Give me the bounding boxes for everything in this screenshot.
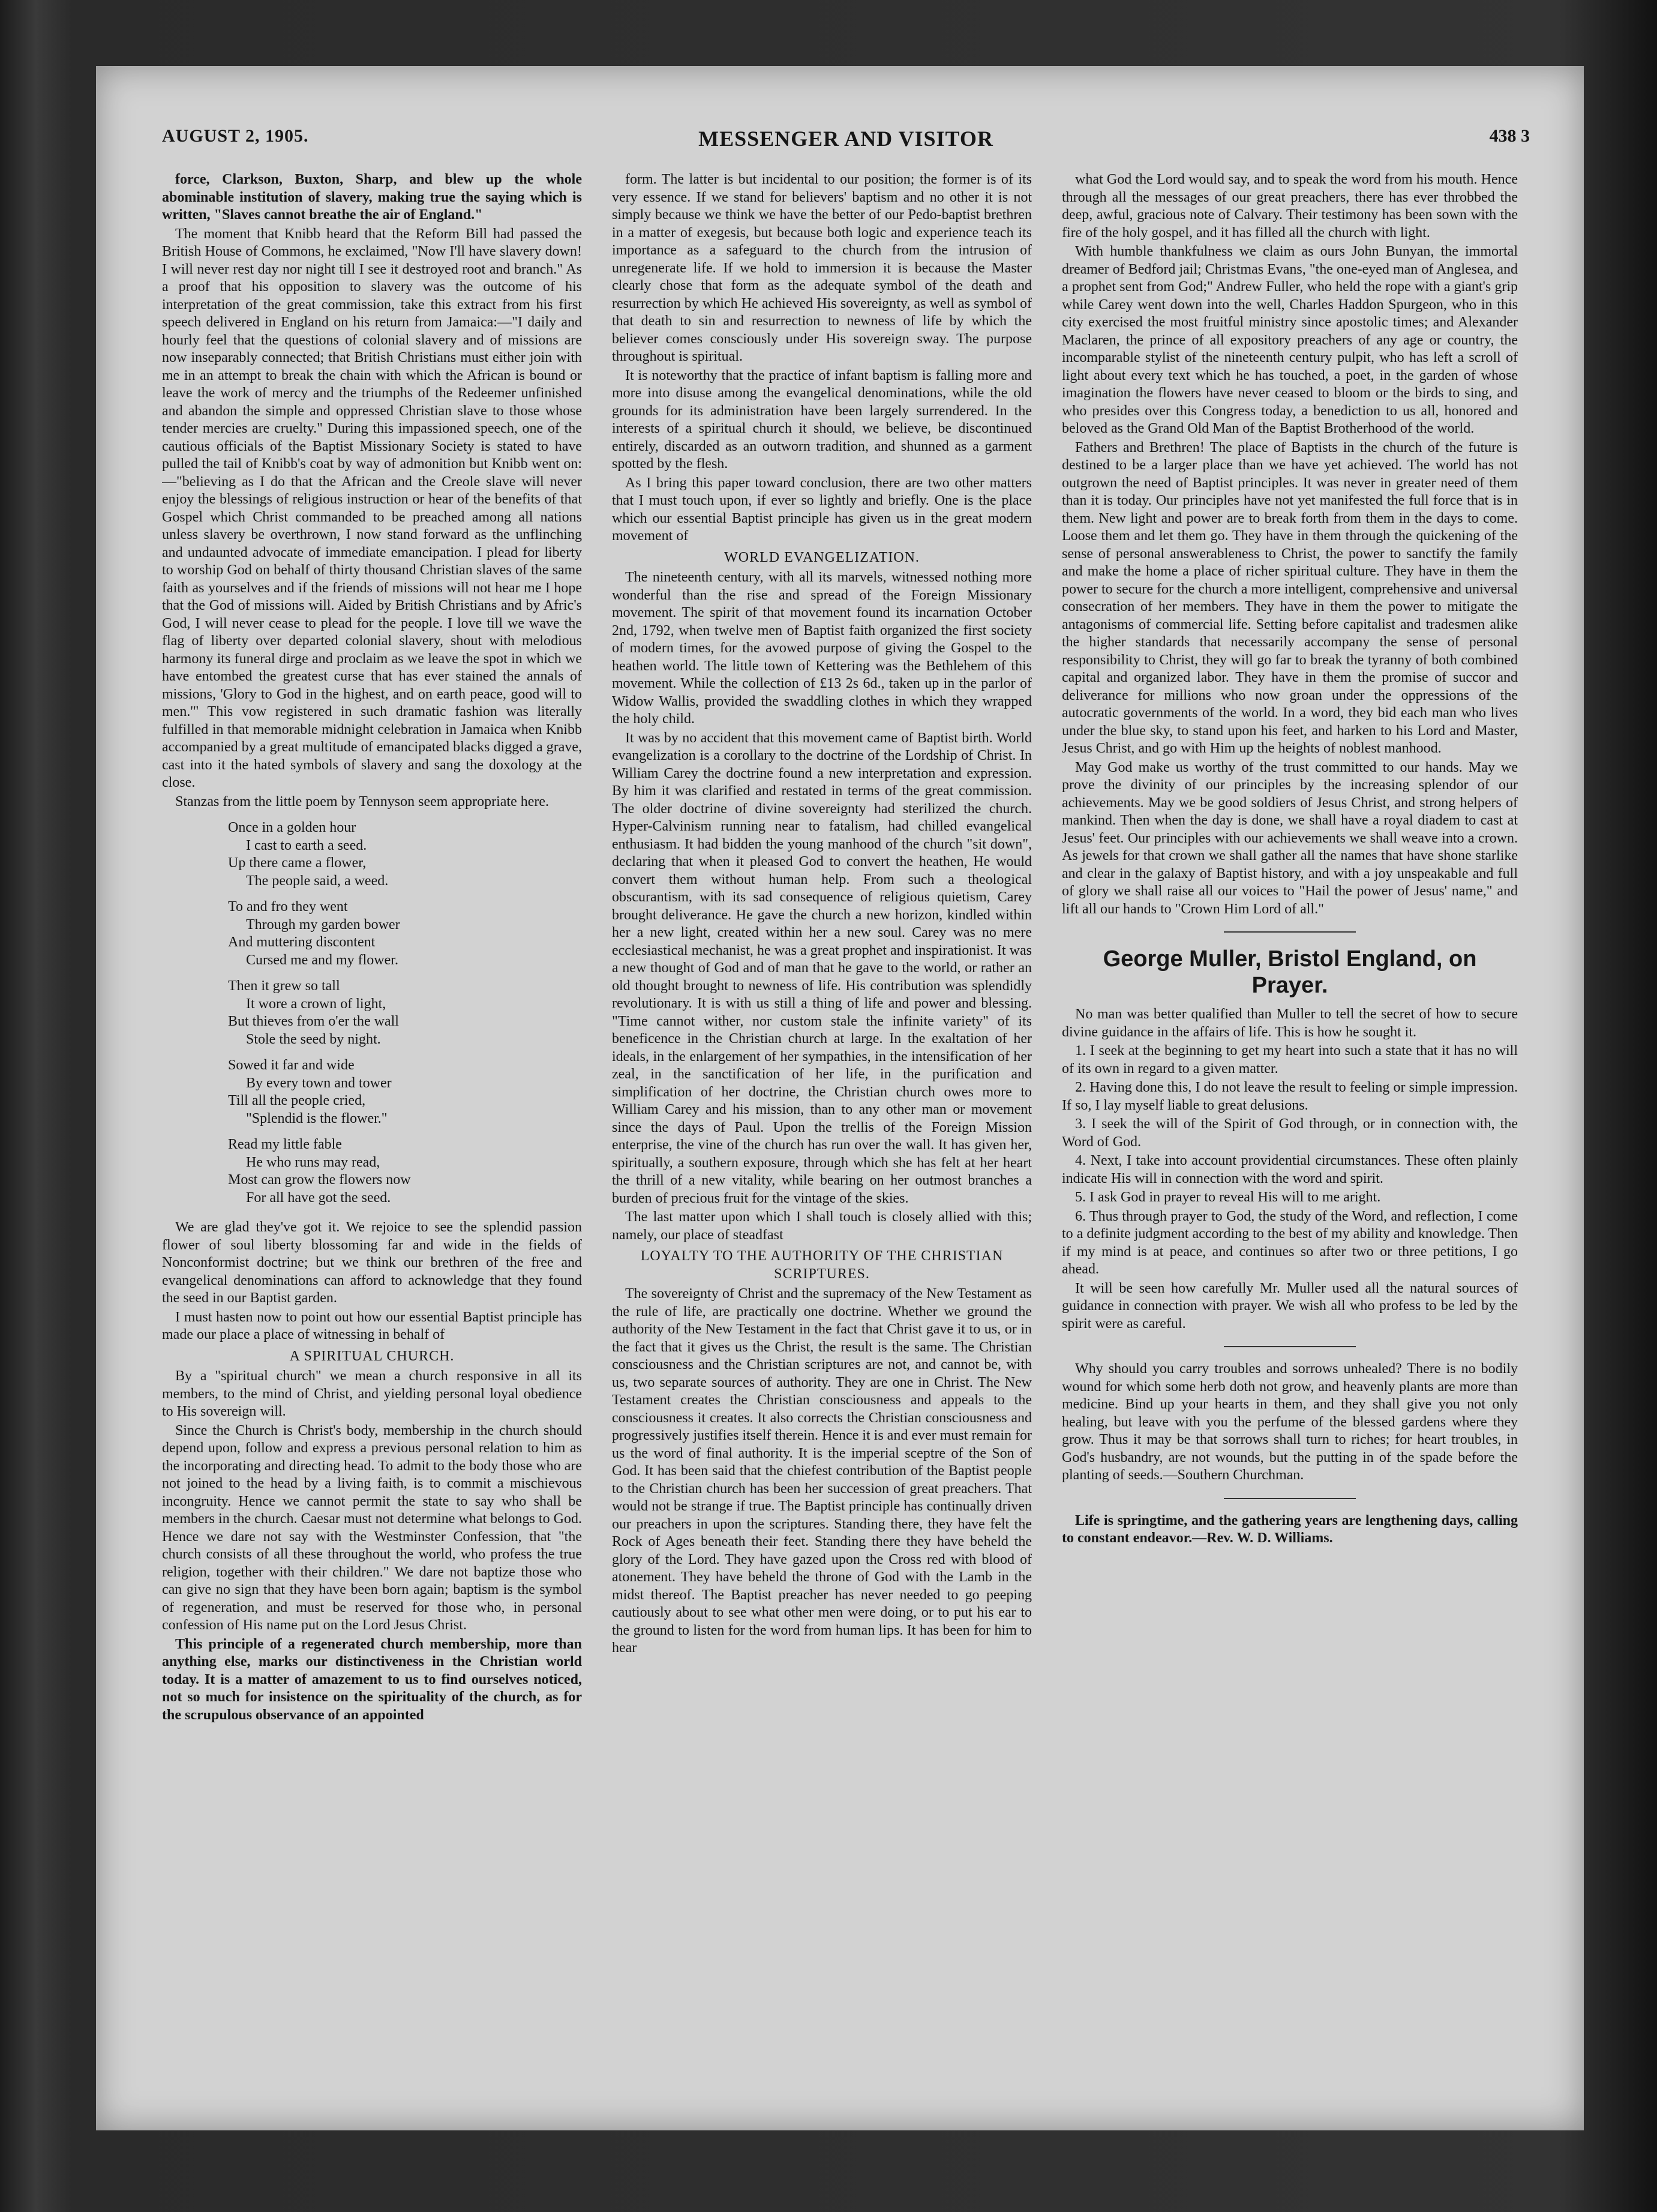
poem-line: By every town and tower [246,1075,392,1091]
poem-line: He who runs may read, [246,1154,380,1170]
divider [1224,1346,1356,1347]
list-item: 1. I seek at the beginning to get my heart into such a state that it has no will of its own in regard to a given matter. [1062,1043,1518,1077]
poem-line: Stole the seed by night. [246,1031,381,1047]
poem-line: Sowed it far and wide [228,1057,355,1073]
paragraph: what God the Lord would say, and to speak the word from his mouth. Hence through all the messages of our great preachers, there has ever throbbed the deep, awful, gracious note of Calvary. Their testimony has been sown with the fire of the holy gospel, and it has filled all the church with light. [1062,172,1518,241]
paragraph: The sovereignty of Christ and the supremacy of the New Testament as the rule of life, are practically one doctrine. Whether we ground the authority of the New Testament in the fact that Christ gave it to us, or in the fact that it gives us the Christ, the result is the same. The Christian consciousness and the Christian scriptures are not, and cannot be, with us, two separate sources of authority. They are one in Christ. The New Testament creates the Christian consciousness and appeals to the consciousness it creates. It also corrects the Christian consciousness and progressively justifies itself therein. Hence it is and ever must remain for us the word of final authority. It is the imperial sceptre of the Son of God. It has been said that the chiefest contribution of the Baptist people to the Christian church has been her succession of great preachers. That would not be strange if true. The Baptist principle has continually driven our preachers in upon the scriptures. Standing there, they have felt the Rock of Ages beneath their feet. Standing there they have beheld the glory of the Lord. They have gazed upon the Cross red with blood of atonement. They have beheld the throne of God with the Lamb in the midst thereof. The Baptist preacher has never needed to go peeping cautiously about to see what other men were doing, or to put his ear to the ground to listen for the word from human lips. It has been for him to hear [612,1286,1032,1656]
paragraph: Fathers and Brethren! The place of Baptists in the church of the future is destined to be a larger place than we have yet achieved. The world has not outgrown the need of Baptist principles. It was never in greater need of them than it is today. Our principles have not yet manifested the full force that is in them. New light and power are to break forth from them in the days to come. Loose them and let them go. They have in them through the quickening of the sense of personal answerableness to Christ, the power to sanctify the family and make the home a place of richer spiritual culture. They have in them the power to secure for the church a more intelligent, comprehensive and universal consecration of her members. They have in them the power to mitigate the antagonisms of commercial life. Setting before capitalist and tradesmen alike the higher standards that necessarily accompany the sense of personal responsibility to Christ, they will go far to break the tyranny of both combined capital and organized labor. They have in them the promise of succor and deliverance for millions who now groan under the oppressions of the autocratic governments of the world. In a word, they bid each man who lives under the blue sky, to stand upon his feet, and harken to his Lord and Master, Jesus Christ, and go with Him up the heights of noblest manhood. [1062,439,1518,756]
article-headline: George Muller, Bristol England, on Prayer. [1103,946,1477,998]
paragraph: By a "spiritual church" we mean a church responsive in all its members, to the mind of Christ, and yielding personal loyal obedience to His sovereign will. [162,1368,582,1419]
poem-line: "Splendid is the flower." [246,1110,388,1126]
paragraph: form. The latter is but incidental to our position; the former is of its very essence. If we stand for believers' baptism and no other it is not simply because we think we have the better of our Pedo-baptist brethren in a matter of exegesis, but because both logic and experience teach its importance as a safeguard to the church from the intrusion of unregenerate life. If we hold to immersion it is because the Master clearly chose that form as the adequate symbol of the death and resurrection by which He achieved His sovereignty, as well as symbol of that death to sin and resurrection to newness of life by which the believer comes consciously under His sovereign sway. The purpose throughout is spiritual. [612,172,1032,364]
poem-stanza [228,898,582,969]
paragraph: Stanzas from the little poem by Tennyson seem appropriate here. [175,793,550,810]
poem-stanza [228,978,582,1048]
poem-line: Read my little fable [228,1137,342,1152]
newspaper-page [96,66,1584,2130]
poem-line: I cast to earth a seed. [246,837,367,853]
page-number: 438 3 [1489,126,1530,146]
list-item: 6. Thus through prayer to God, the study of the Word, and reflection, I come to a definite judgment according to the best of my ability and knowledge. Then if my mind is at peace, and continues so after two or three petitions, I go ahead. [1062,1208,1518,1277]
poem-line: Through my garden bower [246,916,400,933]
poem-line: The people said, a weed. [246,873,389,889]
paragraph: It was by no accident that this movement came of Baptist birth. World evangelization is a corollary to the doctrine of the Lordship of Christ. In William Carey the doctrine found a new interpretation and expression. By him it was clarified and restated in terms of the great commission. The older doctrine of divine sovereignty had sterilized the church. Hyper-Calvinism running near to fatalism, had chilled evangelical enthusiasm. It had bidden the young manhood of the church "sit down", declaring that when it pleased God to convert the heathen, He would convert them without human help. From such a theological obscurantism, with its sad consequence of religious quietism, Carey brought deliverance. He gave the church a new horizon, kindled within her a new light, created within her a new soul. Carey was no mere ecclesiastical mechanist, he was a great prophet and inspirationist. It was a new thought of God and of man that he gave to the world, or rather an old thought brought to newness of life. His contribution was splendidly revolutionary. It is with us still a thing of life and power and blessing. "Time cannot wither, nor custom stale the infinite variety" of its beneficence in the Christian church at large. In the exaltation of her ideals, in the enlargement of her sympathies, in the intensification of her zeal, in the sanctification of her life, in the purification and simplification of her doctrine, the Christian church owes more to William Carey and his mission, than to any other man or movement since the days of Paul. Upon the trellis of the Foreign Mission enterprise, the vine of the church has run over the wall. It has given her, spiritually, a southern exposure, through which she has felt at her heart the thrill of a new vitality, while bearing on her outmost branches a burden of precious fruit for the vintage of the skies. [612,730,1032,1206]
column-1 [162,171,582,2103]
divider [1224,1498,1356,1499]
poem [228,819,582,1207]
paragraph: Since the Church is Christ's body, membership in the church should depend upon, follow and express a previous personal relation to him as the incorporating and directing head. To admit to the body those who are not joined to the head by a living faith, is to commit a mischievous incongruity. Hence we cannot permit the state to say who shall be members in the church. Caesar must not determine what belongs to God. Hence we dare not say with the Westminster Confession, that "the church consists of all these throughout the world, who profess the true religion, together with their children." We dare not baptize those who can give no sign that they have been born again; baptism is the symbol of regeneration, and must be reserved for those who, in personal confession of His name put on the Lord Jesus Christ. [162,1422,582,1633]
list-item: 3. I seek the will of the Spirit of God through, or in connection with, the Word of God. [1062,1116,1518,1150]
column-3 [1062,171,1518,2103]
poem-line: Cursed me and my flower. [246,952,398,968]
list-item: 2. Having done this, I do not leave the result to feeling or simple impression. If so, I lay myself liable to great delusions. [1062,1080,1518,1113]
page-header [162,126,1530,162]
publication-title: MESSENGER AND VISITOR [698,127,993,151]
paragraph: Why should you carry troubles and sorrows unhealed? There is no bodily wound for which some herb doth not grow, and heavenly plants are more than medicine. Bind up your hearts in them, and they shall give you not only healing, but leave with you the perfume of the blessed gardens where they grow. Thus it may be that sorrows shall turn to riches; for heart troubles, in God's husbandry, are not wounds, but the putting in of the spade before the planting of seeds.—Southern Churchman. [1062,1361,1518,1483]
issue-date: AUGUST 2, 1905. [162,126,309,146]
divider [1224,931,1356,933]
paragraph: As I bring this paper toward conclusion, there are two other matters that I must touch upon, if ever so lightly and briefly. One is the place which our essential Baptist principle has given us in the great modern movement of [612,475,1032,544]
paragraph: force, Clarkson, Buxton, Sharp, and blew up the whole abominable institution of slavery, making true the saying which is written, "Slaves cannot breathe the air of England." [162,172,582,223]
paragraph: No man was better qualified than Muller to tell the secret of how to secure divine guidance in the affairs of life. This is how he sought it. [1062,1006,1518,1040]
list-item: 5. I ask God in prayer to reveal His will to me aright. [1075,1189,1381,1205]
poem-line: Till all the people cried, [228,1093,366,1108]
paragraph: The nineteenth century, with all its marvels, witnessed nothing more wonderful than the rise and spread of the Foreign Missionary movement. The spirit of that movement found its incarnation October 2nd, 1792, when twelve men of Baptist faith organized the first society of modern times, for the avowed purpose of giving the Gospel to the heathen world. The little town of Kettering was the Bethlehem of this movement. While the collection of £13 2s 6d., taken up in the parlor of Widow Wallis, provided the swaddling clothes in which they wrapped the holy child. [612,570,1032,727]
poem-stanza [228,1136,582,1207]
paragraph: It is noteworthy that the practice of infant baptism is falling more and more into disuse among the evangelical denominations, while the old grounds for its administration have been largely surrendered. In the interests of a spiritual church it should, we believe, be discontinued entirely, discarded as an outworn tradition, and shunned as a garment spotted by the flesh. [612,367,1032,472]
section-heading: A SPIRITUAL CHURCH. [289,1348,455,1364]
paragraph: I must hasten now to point out how our essential Baptist principle has made our place a place of witnessing in behalf of [162,1309,582,1342]
poem-line: For all have got the seed. [246,1189,391,1206]
paragraph: May God make us worthy of the trust committed to our hands. May we prove the divinity of our principles by the increasing splendor of our achievements. May we be good soldiers of Jesus Christ, and strong helpers of mankind. Then when the day is done, we shall have a royal diadem to cast at Jesus' feet. Our principles with our achievements we shall weave into a crown. As jewels for that crown we shall gather all the names that have shone starlike and clear in the galaxy of Baptist history, and with a joy unspeakable and full of glory we shall raise all our voices to "Hail the power of Jesus' name," and lift all our hands to "Crown Him Lord of all." [1062,759,1518,917]
paragraph: With humble thankfulness we claim as ours John Bunyan, the immortal dreamer of Bedford jail; Christmas Evans, "the one-eyed man of Anglesea, and a prophet sent from God;" Andrew Fuller, who held the rope with a giant's grip while Carey went down into the well, Charles Haddon Spurgeon, who in this city exercised the most fruitful ministry since apostolic times; and Alexander Maclaren, the prince of all expository preachers of any age or country, the incomparable stylist of the nineteenth century pulpit, who has left a scroll of light about every text which he has touched, a poet, in the garden of whose imagination the flowers have never ceased to bloom or the birds to sing, and who presides over this Congress today, a benediction to us all, honored and beloved as the Grand Old Man of the Baptist Brotherhood of the world. [1062,244,1518,436]
paragraph: This principle of a regenerated church membership, more than anything else, marks our distinctiveness in the Christian world today. It is a matter of amazement to us to find ourselves noticed, not so much for insistence on the spirituality of the church, as for the scrupulous observance of an appointed [162,1636,582,1723]
poem-line: To and fro they went [228,899,348,915]
poem-line: Most can grow the flowers now [228,1172,411,1188]
paragraph: The moment that Knibb heard that the Reform Bill had passed the British House of Commons, he exclaimed, "Now I'll have slavery down! I will never rest day nor night till I see it destroyed root and branch." As a proof that his opposition to slavery was the outcome of his interpretation of the great commission, take this extract from his first speech delivered in England on his return from Jamaica:—"I daily and hourly feel that the questions of colonial slavery and of missions are now inseparably connected; that British Christians must either join with me in an attempt to break the chain with which the African is bound or leave the work of mercy and the triumphs of the Redeemer unfinished and abandon the simple and oppressed Christian slave to those whose tender mercies are cruelty." During this impassioned speech, one of the cautious officials of the Baptist Missionary Society is stated to have pulled the tail of Knibb's coat by way of admonition but Knibb went on:—"believing as I do that the African and the Creole slave will never enjoy the blessings of religious instruction or hear of the benefits of that Gospel which Christ commanded to be preached among all nations unless slavery be overthrown, I now stand forward as the unflinching and undaunted advocate of immediate emancipation. I plead for liberty to worship God on behalf of thirty thousand Christian slaves of the same faith as yourselves and if the friends of missions will not hear me I hope that the God of missions will. Aided by British Christians and by Afric's God, I will never cease to plead for the people. I love till we wave the flag of liberty over departed colonial slavery, shout with melodious harmony its funeral dirge and proclaim as we leave the spot in which we have entombed the greatest curse that has ever stained the annals of missions, 'Glory to God in the highest, and on earth peace, good will to men.'" This vow registered in such dramatic fashion was literally fulfilled in that memorable midnight celebration in Jamaica when Knibb accompanied by a great multitude of emancipated blacks digged a grave, cast into it the hated symbols of slavery and sang the doxology at the close. [162,226,582,790]
paragraph: We are glad they've got it. We rejoice to see the splendid passion flower of soul liberty blossoming far and wide in the fields of Nonconformist doctrine; but we think our brethren of the free and evangelical denominations can afford to acknowledge that they found the seed in our Baptist garden. [162,1219,582,1306]
section-heading: LOYALTY TO THE AUTHORITY OF THE CHRISTIAN SCRIPTURES. [640,1248,1004,1282]
list-item: 4. Next, I take into account providential circumstances. These often plainly indicate His will in connection with the word and spirit. [1062,1153,1518,1186]
poem-line: It wore a crown of light, [246,996,386,1012]
poem-stanza [228,819,582,890]
poem-line: Up there came a flower, [228,855,367,871]
column-2 [612,171,1032,2103]
poem-stanza [228,1057,582,1128]
poem-line: But thieves from o'er the wall [228,1014,399,1029]
poem-line: And muttering discontent [228,934,376,950]
paragraph: The last matter upon which I shall touch is closely allied with this; namely, our place of steadfast [612,1209,1032,1243]
paragraph: It will be seen how carefully Mr. Muller used all the natural sources of guidance in connection with prayer. We wish all who profess to be led by the spirit were as careful. [1062,1280,1518,1332]
poem-line: Once in a golden hour [228,820,356,835]
poem-line: Then it grew so tall [228,978,340,994]
section-heading: WORLD EVANGELIZATION. [724,549,920,565]
paragraph: Life is springtime, and the gathering years are lengthening days, calling to constant endeavor.—Rev. W. D. Williams. [1062,1512,1518,1546]
